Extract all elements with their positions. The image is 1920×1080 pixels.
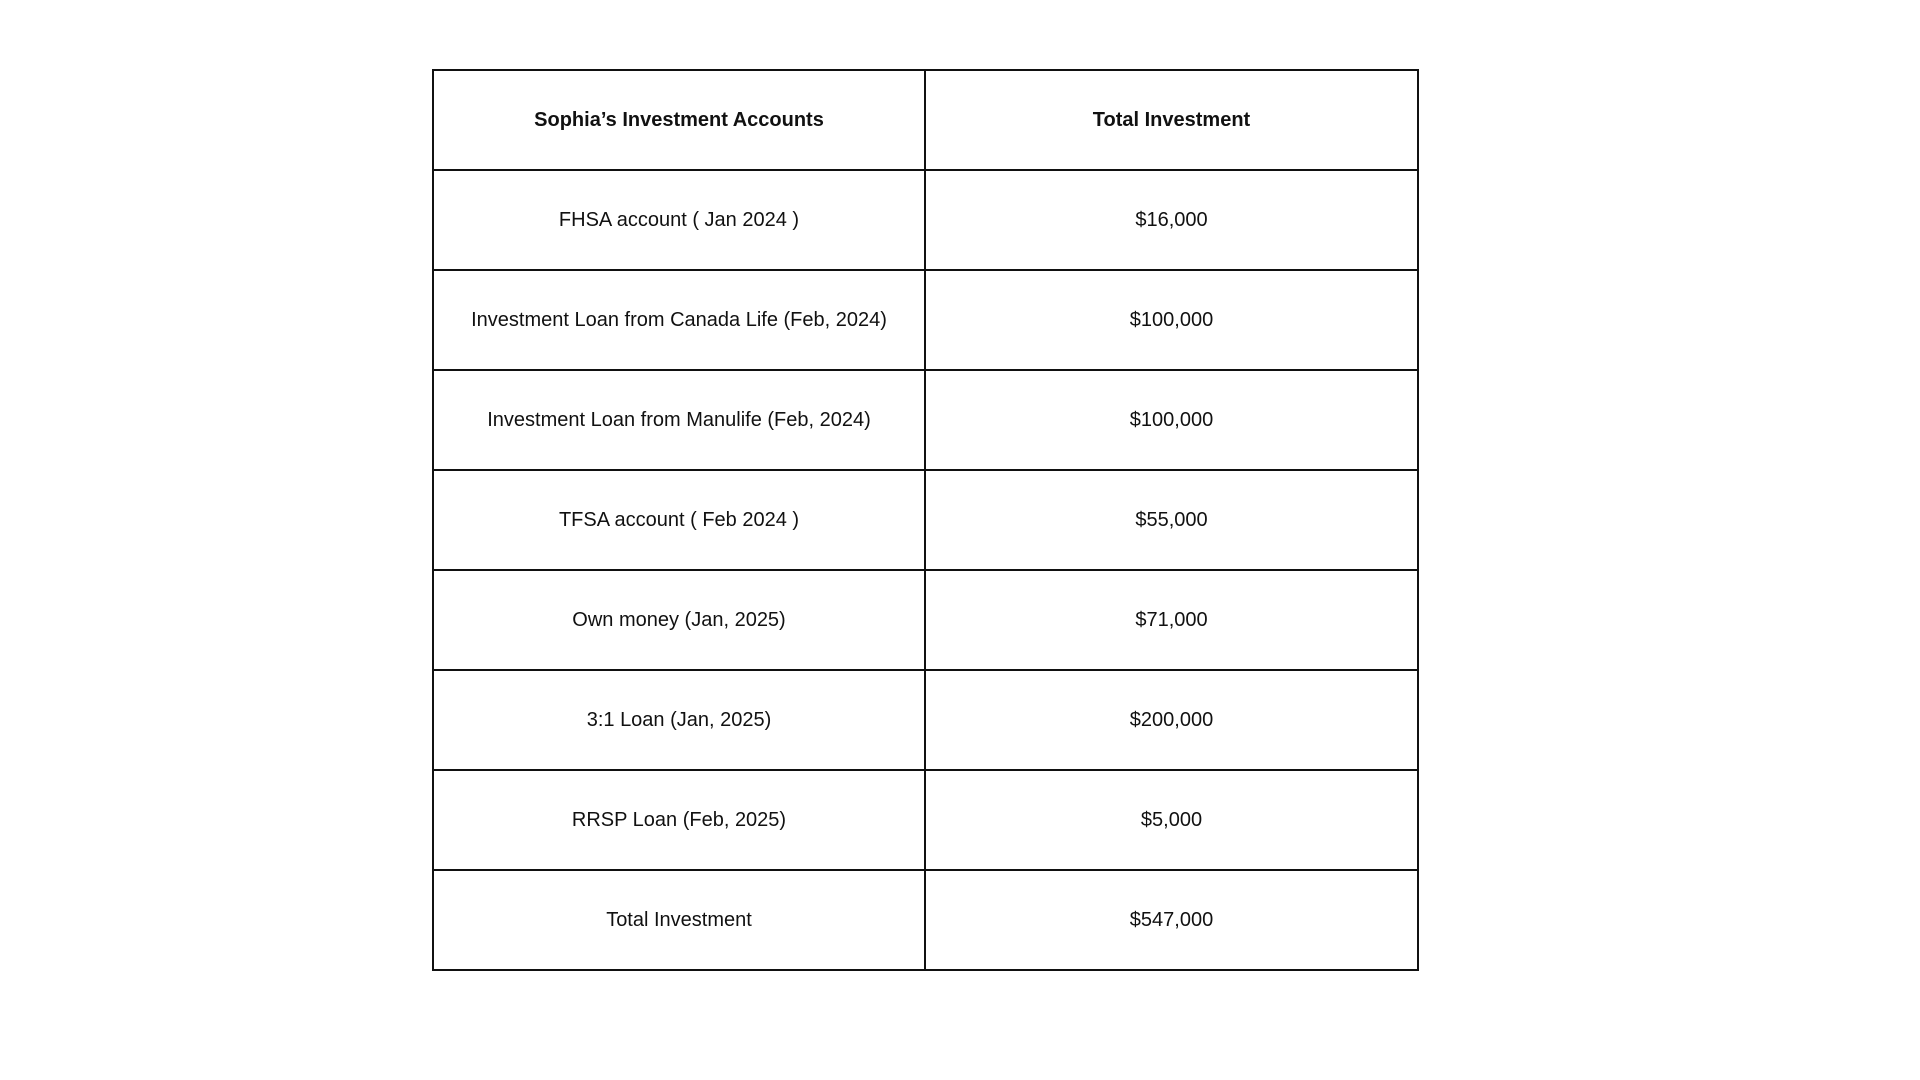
amount-cell: $100,000	[925, 370, 1418, 470]
table-row	[433, 670, 1418, 770]
amount-cell: $55,000	[925, 470, 1418, 570]
account-name-cell: Investment Loan from Canada Life (Feb, 2024)	[433, 270, 925, 370]
account-name-cell: Own money (Jan, 2025)	[433, 570, 925, 670]
table-header-row	[433, 70, 1418, 170]
header-accounts: Sophia’s Investment Accounts	[433, 70, 925, 170]
amount-cell: $16,000	[925, 170, 1418, 270]
amount-cell: $100,000	[925, 270, 1418, 370]
investment-table-container	[432, 69, 1417, 971]
amount-cell: $71,000	[925, 570, 1418, 670]
total-amount-cell: $547,000	[925, 870, 1418, 970]
table-row	[433, 170, 1418, 270]
table-row	[433, 370, 1418, 470]
account-name-cell: FHSA account ( Jan 2024 )	[433, 170, 925, 270]
header-total-investment: Total Investment	[925, 70, 1418, 170]
table-row	[433, 770, 1418, 870]
amount-cell: $200,000	[925, 670, 1418, 770]
table-row	[433, 470, 1418, 570]
account-name-cell: RRSP Loan (Feb, 2025)	[433, 770, 925, 870]
table-row	[433, 270, 1418, 370]
table-total-row	[433, 870, 1418, 970]
total-label-cell: Total Investment	[433, 870, 925, 970]
account-name-cell: Investment Loan from Manulife (Feb, 2024)	[433, 370, 925, 470]
table-row	[433, 570, 1418, 670]
account-name-cell: 3:1 Loan (Jan, 2025)	[433, 670, 925, 770]
account-name-cell: TFSA account ( Feb 2024 )	[433, 470, 925, 570]
amount-cell: $5,000	[925, 770, 1418, 870]
investment-table	[432, 69, 1419, 971]
